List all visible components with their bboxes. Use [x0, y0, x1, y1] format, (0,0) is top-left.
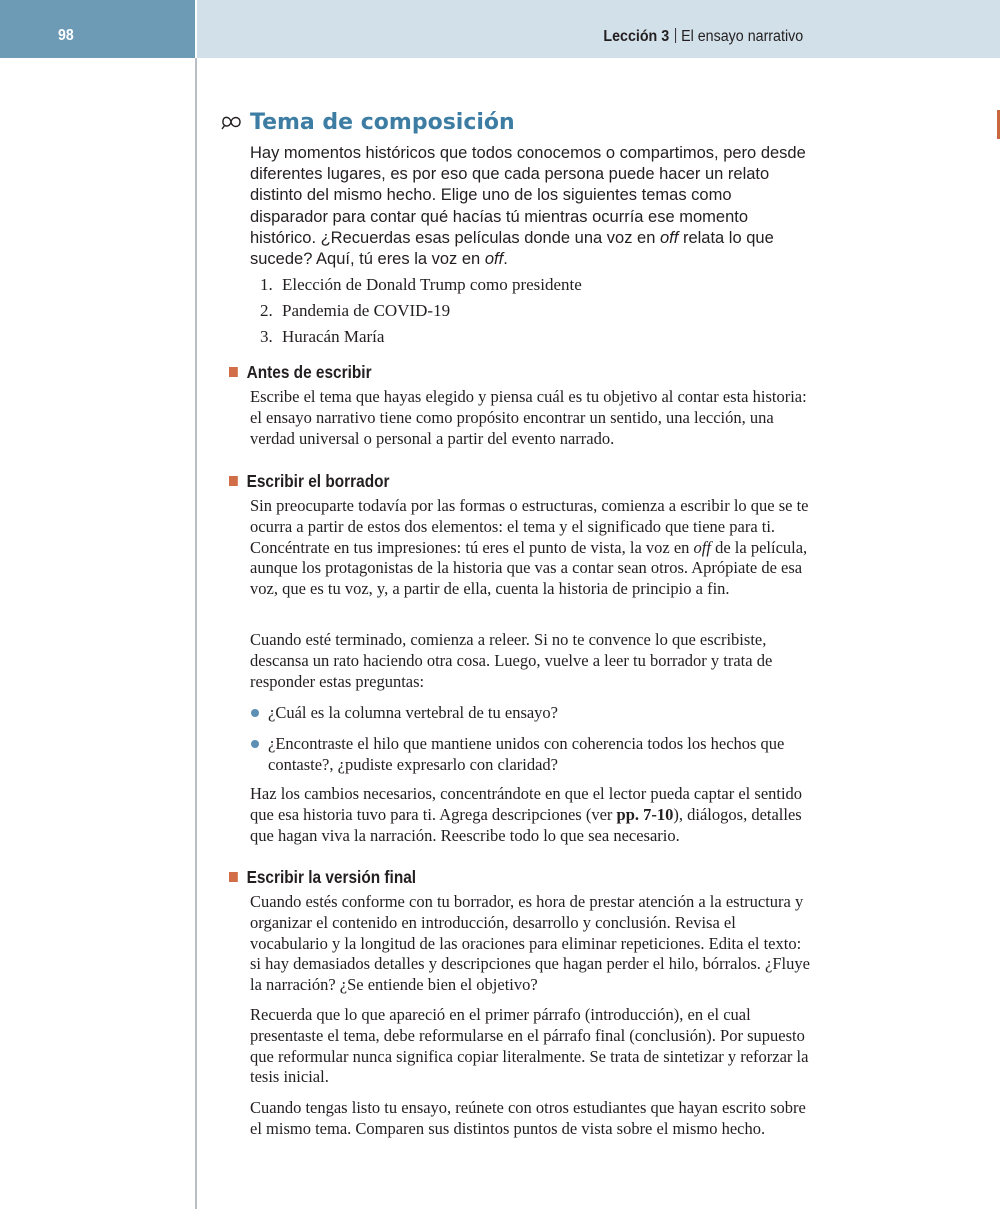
bullet-dot-icon [251, 709, 259, 717]
bullet-dot-icon [251, 740, 259, 748]
section-title: Tema de composición [250, 110, 515, 135]
page-number: 98 [58, 27, 74, 44]
list-number: 3. [260, 327, 273, 346]
list-text: Elección de Donald Trump como presidente [282, 275, 582, 294]
list-item [260, 298, 582, 324]
square-bullet-icon [229, 872, 238, 882]
list-text: Huracán María [282, 327, 385, 346]
borrador-text-3: Haz los cambios necesarios, concentrándote en que el lector pueda captar el sentido que esa historia tuvo para ti. Agrega descripciones (ver [250, 784, 803, 824]
bullet-text: ¿Encontraste el hilo que mantiene unidos con coherencia todos los hechos que contaste?, ¿pudiste expresarlo con claridad? [268, 733, 785, 774]
list-number: 1. [260, 275, 273, 294]
antes-paragraph: Escribe el tema que hayas elegido y piensa cuál es tu objetivo al contar esta historia: el ensayo narrativo tiene como propósito encontrar un sentido, una lección, una verdad universal o personal a partir del evento narrado. [250, 387, 807, 448]
list-item [250, 703, 810, 724]
borrador-paragraph-2: Cuando esté terminado, comienza a releer. Si no te convence lo que escribiste, descansa un rato haciendo otra cosa. Luego, vuelve a leer tu borrador y trata de responder estas preguntas: [250, 630, 773, 691]
heading-text: Antes de escribir [246, 362, 372, 382]
question-list [250, 703, 810, 785]
topic-options-list [260, 272, 582, 350]
heading-escribir-borrador [229, 471, 390, 492]
square-bullet-icon [229, 367, 238, 377]
borrador-text-4: ), diálogos, detalles que hagan viva la narración. Reescribe todo lo que sea necesario. [250, 804, 802, 845]
heading-antes-de-escribir [229, 362, 372, 383]
final-paragraph-2: Recuerda que lo que apareció en el primer párrafo (introducción), en el cual presentaste el tema, debe reformularse en el párrafo final (conclusión). Por supuesto que reformular nunca significa copiar literalmente. Se trata de sintetizar y reforzar la tesis inicial. [250, 1005, 809, 1087]
heading-version-final [229, 867, 416, 888]
margin-rule [195, 58, 197, 1209]
list-item [250, 734, 810, 776]
heading-text: Escribir la versión final [246, 867, 417, 887]
heading-text: Escribir el borrador [246, 471, 390, 491]
list-item [260, 324, 582, 350]
header-divider [674, 28, 675, 43]
intro-text-3: . [503, 250, 508, 269]
borrador-paragraph-3 [250, 784, 810, 846]
borrador-italic-off: off [693, 537, 711, 557]
intro-italic-off-1: off [660, 228, 679, 247]
borrador-paragraph-1 [250, 496, 810, 600]
list-text: Pandemia de COVID-19 [282, 301, 451, 320]
borrador-text-2: de la película, aunque los protagonistas de la historia que vas a contar sean otros. Aprópiate de esa voz, que es tu voz, y, a partir de ella, cuenta la historia de principio a fin. [250, 537, 808, 599]
final-paragraph-3: Cuando tengas listo tu ensayo, reúnete con otros estudiantes que hayan escrito sobre el mismo tema. Comparen sus distintos puntos de vista sobre el mismo hecho. [250, 1098, 806, 1138]
bullet-text: ¿Cuál es la columna vertebral de tu ensayo? [268, 703, 559, 722]
final-paragraph-1: Cuando estés conforme con tu borrador, es hora de prestar atención a la estructura y organizar el contenido en introducción, desarrollo y conclusión. Revisa el vocabulario y la longitud de las oraciones para eliminar repeticiones. Edita el texto: si hay demasiados detalles y descripciones que hagan perder el hilo, bórralos. ¿Fluye la narración? ¿Se entiende bien el objetivo? [250, 892, 810, 995]
borrador-text-1: Sin preocuparte todavía por las formas o estructuras, comienza a escribir lo que se te ocurra a partir de estos dos elementos: el tema y el significado que tiene para ti. Concéntrate en tus impresiones: tú eres el punto de vista, la voz en [250, 496, 809, 557]
running-header [603, 28, 803, 46]
intro-paragraph [250, 143, 810, 270]
header-page-block [0, 0, 195, 58]
intro-italic-off-2: off [484, 250, 504, 269]
list-number: 2. [260, 301, 273, 320]
section-label: El ensayo narrativo [680, 28, 803, 45]
intro-text-1: Hay momentos históricos que todos conocemos o compartimos, pero desde diferentes lugares, es por eso que cada persona puede hacer un relato distinto del mismo hecho. Elige uno de los siguientes temas como disparador para contar qué hacías tú mientras ocurría ese momento histórico. ¿Recuerdas esas películas donde una voz en [250, 144, 806, 247]
list-item [260, 272, 582, 298]
intro-text-2: relata lo que sucede? Aquí, tú eres la voz en [250, 228, 774, 269]
page-reference: pp. 7-10 [616, 804, 674, 824]
header-bar [197, 0, 1000, 58]
square-bullet-icon [229, 476, 238, 486]
lesson-label: Lección 3 [603, 28, 669, 45]
infinity-loop-icon [220, 113, 242, 131]
